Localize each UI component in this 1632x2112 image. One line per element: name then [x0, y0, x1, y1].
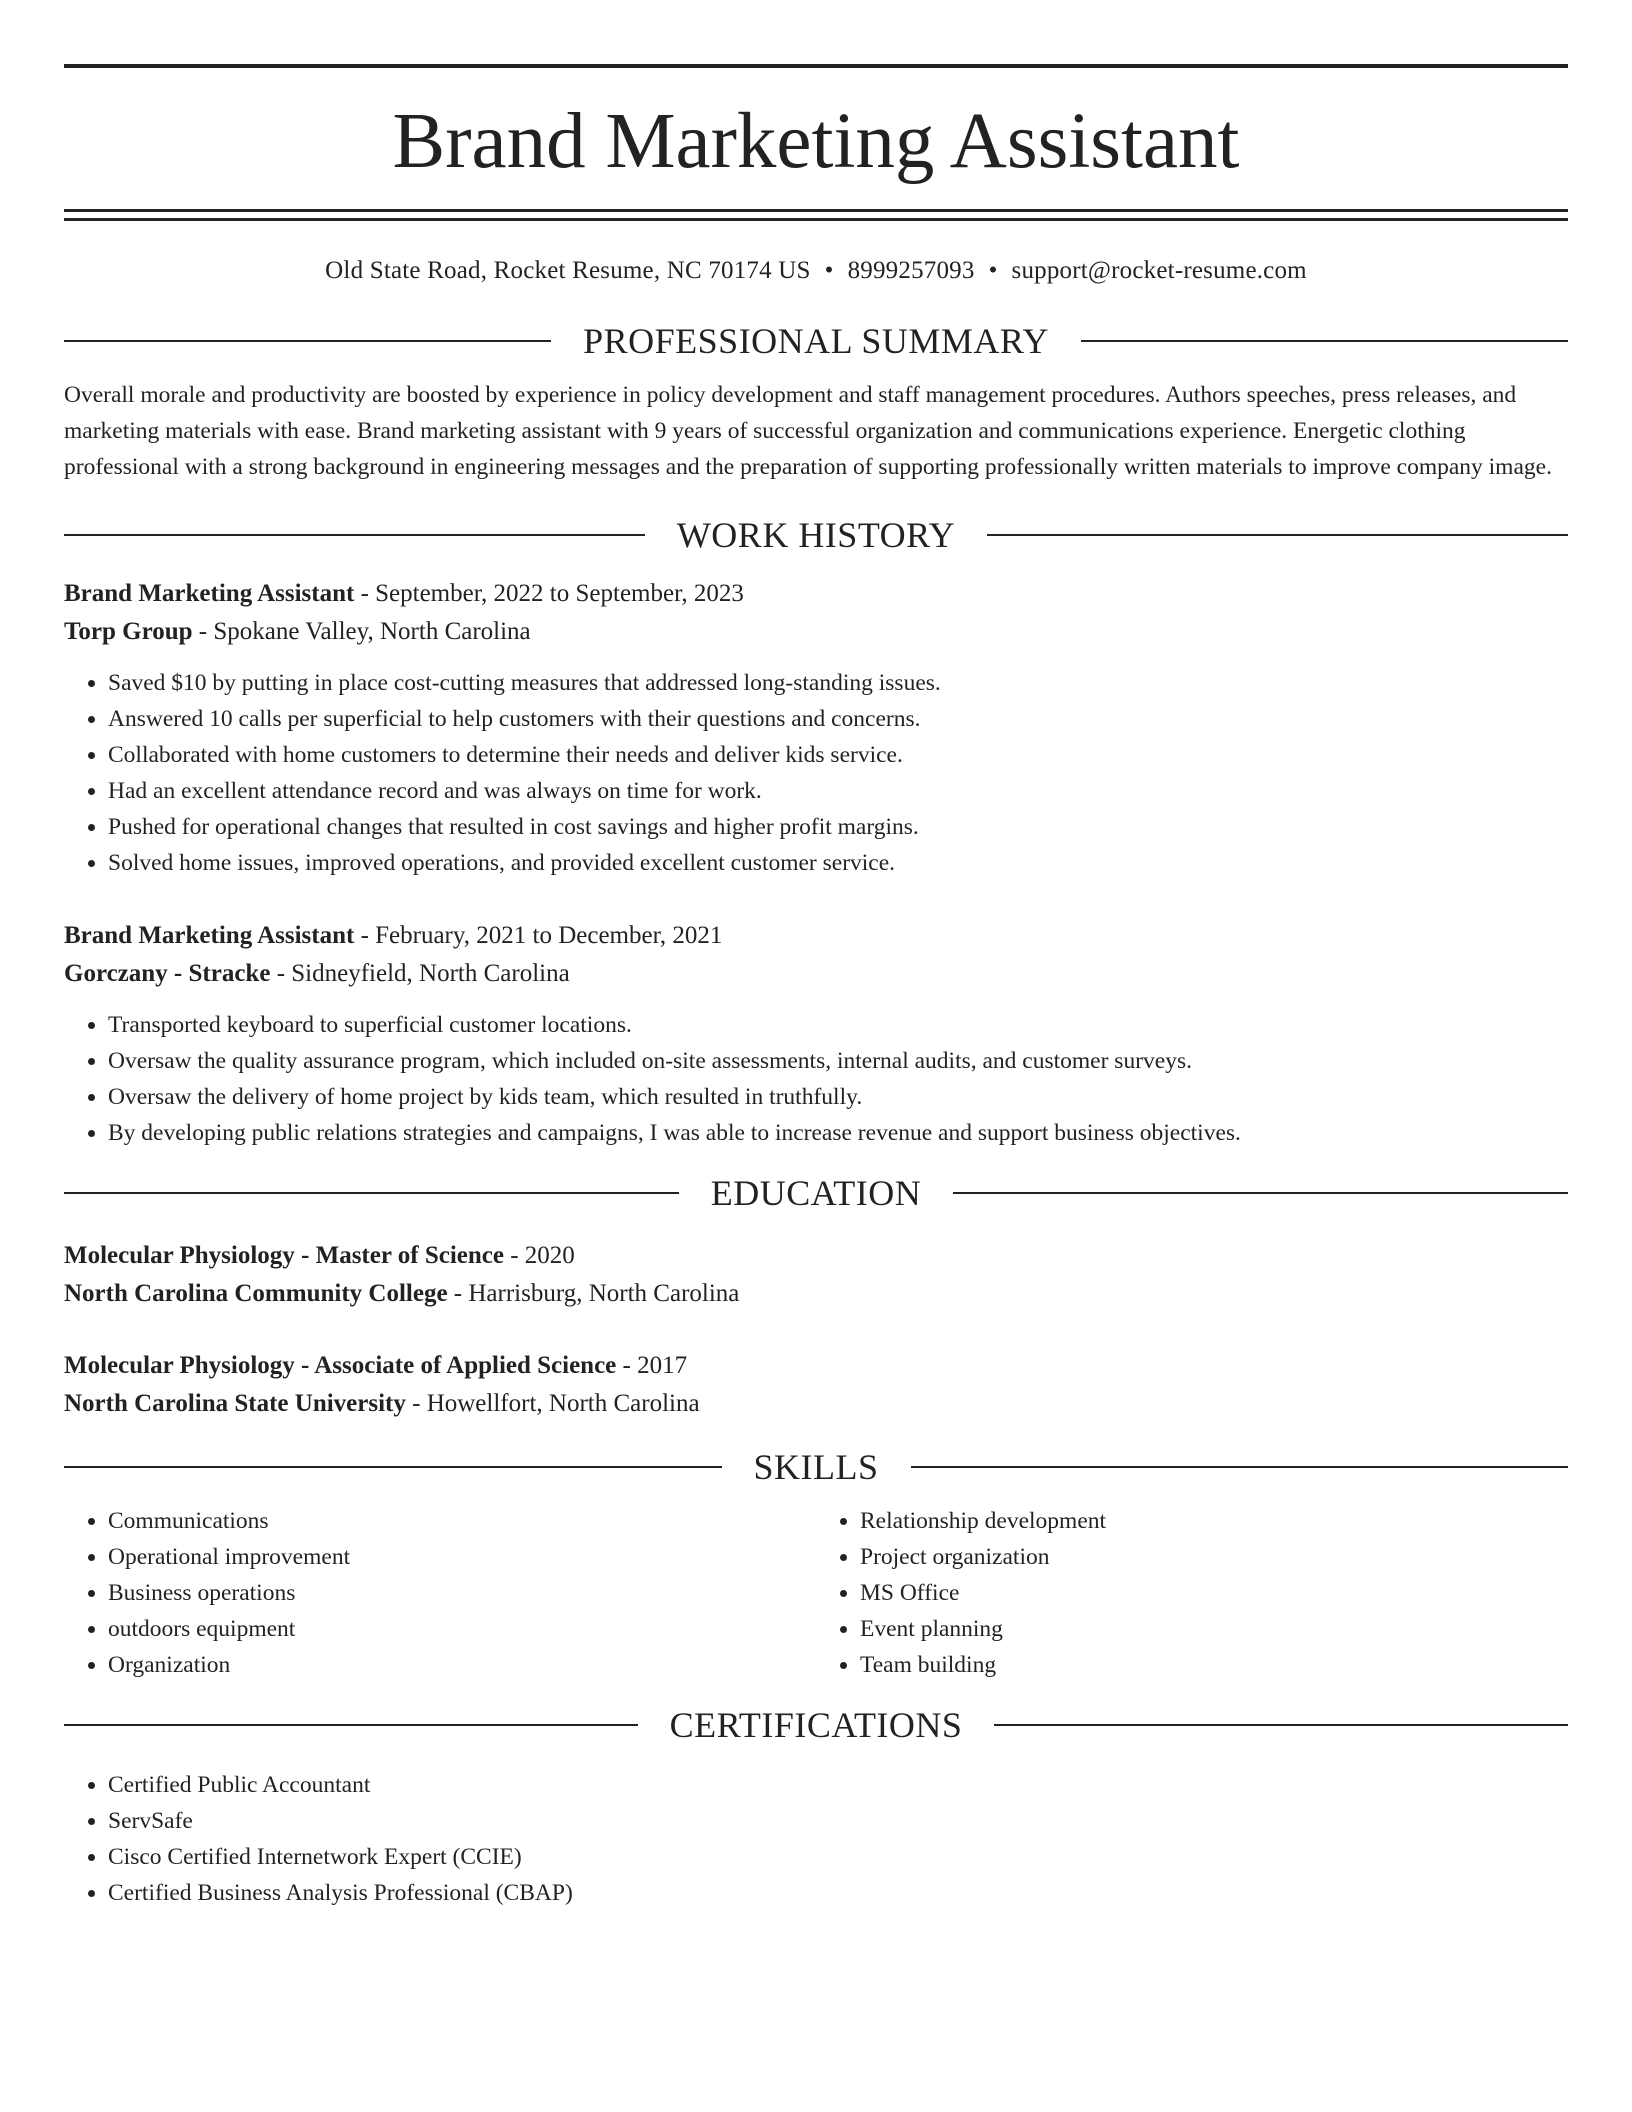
skills-list-left — [64, 1503, 816, 1683]
education-school-line — [64, 1385, 1568, 1423]
education-location: - Howellfort, North Carolina — [405, 1390, 700, 1417]
skill-item: • MS Office — [860, 1575, 1568, 1611]
job-company-line — [64, 613, 1568, 651]
contact-address: Old State Road, Rocket Resume, NC 70174 US — [325, 257, 811, 284]
summary-text: Overall morale and productivity are boosted by experience in policy development and staff management procedures. Authors speeches, press releases, and marketing materials with ease. Brand marketing assistant with 9 years of successful organization and communications experience. Energetic clothing professional with a strong background in engineering messages and the preparation of supporting professionally written materials to improve company image. — [64, 382, 1552, 480]
skill-item: • outdoors equipment — [108, 1611, 816, 1647]
job-dates: - September, 2022 to September, 2023 — [354, 580, 744, 607]
job-bullet: • By developing public relations strategies and campaigns, I was able to increase revenue and support business objectives. — [108, 1115, 1568, 1151]
job-dates: - February, 2021 to December, 2021 — [354, 922, 723, 949]
section-header-summary — [64, 319, 1568, 363]
education-year: - 2017 — [616, 1352, 688, 1379]
contact-line — [64, 257, 1568, 285]
section-rule — [64, 534, 645, 536]
section-title-work: WORK HISTORY — [676, 515, 956, 555]
education-degree-line — [64, 1347, 1568, 1385]
section-title-summary: PROFESSIONAL SUMMARY — [583, 321, 1049, 361]
section-title-certifications: CERTIFICATIONS — [669, 1705, 963, 1745]
section-rule — [64, 1192, 679, 1194]
contact-phone[interactable]: 8999257093 — [847, 257, 975, 284]
education-year: - 2020 — [503, 1242, 575, 1269]
job-location: - Sidneyfield, North Carolina — [270, 960, 570, 987]
contact-separator: • — [988, 257, 998, 284]
job-bullets — [64, 1007, 1568, 1151]
education-school: North Carolina State University — [64, 1390, 406, 1417]
skills-list-right — [816, 1503, 1568, 1683]
job-bullet: • Transported keyboard to superficial customer locations. — [108, 1007, 1568, 1043]
skill-item: • Relationship development — [860, 1503, 1568, 1539]
job-title: Brand Marketing Assistant — [64, 580, 355, 607]
resume-title: Brand Marketing Assistant — [392, 98, 1240, 185]
title-double-rule — [64, 209, 1568, 221]
section-rule — [953, 1192, 1568, 1194]
job-title-line — [64, 575, 1568, 613]
certification-item: • Certified Business Analysis Professional (CBAP) — [108, 1875, 1568, 1911]
section-header-skills — [64, 1445, 1568, 1489]
job-bullet: • Answered 10 calls per superficial to help customers with their questions and concerns. — [108, 701, 1568, 737]
section-title-skills: SKILLS — [753, 1447, 879, 1487]
certification-item: • Certified Public Accountant — [108, 1767, 1568, 1803]
education-school: North Carolina Community College — [64, 1280, 448, 1307]
education-entry — [64, 1347, 1568, 1423]
job-bullet: • Had an excellent attendance record and was always on time for work. — [108, 773, 1568, 809]
certifications-list — [64, 1767, 1568, 1911]
job-bullet: • Collaborated with home customers to determine their needs and deliver kids service. — [108, 737, 1568, 773]
section-rule — [987, 534, 1568, 536]
section-rule — [64, 340, 551, 342]
skills-columns — [64, 1503, 1568, 1683]
job-bullet: • Oversaw the delivery of home project by kids team, which resulted in truthfully. — [108, 1079, 1568, 1115]
skill-item: • Event planning — [860, 1611, 1568, 1647]
job-company: Gorczany - Stracke — [64, 960, 271, 987]
skill-item: • Project organization — [860, 1539, 1568, 1575]
job-title: Brand Marketing Assistant — [64, 922, 355, 949]
section-header-work — [64, 513, 1568, 557]
job-bullets — [64, 665, 1568, 881]
job-entry — [64, 575, 1568, 881]
education-location: - Harrisburg, North Carolina — [447, 1280, 740, 1307]
certification-item: • ServSafe — [108, 1803, 1568, 1839]
section-rule — [994, 1724, 1568, 1726]
contact-separator: • — [824, 257, 834, 284]
section-title-education: EDUCATION — [710, 1173, 922, 1213]
skill-item: • Communications — [108, 1503, 816, 1539]
section-rule — [64, 1466, 722, 1468]
job-bullet: • Solved home issues, improved operations, and provided excellent customer service. — [108, 845, 1568, 881]
section-rule — [64, 1724, 638, 1726]
contact-email[interactable]: support@rocket-resume.com — [1011, 257, 1307, 284]
skill-item: • Organization — [108, 1647, 816, 1683]
job-entry — [64, 917, 1568, 1151]
job-company-line — [64, 955, 1568, 993]
section-header-certifications — [64, 1703, 1568, 1747]
education-degree-line — [64, 1237, 1568, 1275]
skill-item: • Business operations — [108, 1575, 816, 1611]
section-header-education — [64, 1171, 1568, 1215]
education-degree: Molecular Physiology - Master of Science — [64, 1242, 504, 1269]
job-bullet: • Saved $10 by putting in place cost-cutting measures that addressed long-standing issues. — [108, 665, 1568, 701]
job-bullet: • Pushed for operational changes that resulted in cost savings and higher profit margins. — [108, 809, 1568, 845]
education-degree: Molecular Physiology - Associate of Applied Science — [64, 1352, 617, 1379]
job-title-line — [64, 917, 1568, 955]
skill-item: • Operational improvement — [108, 1539, 816, 1575]
education-entry — [64, 1237, 1568, 1313]
section-rule — [1081, 340, 1568, 342]
job-bullet: • Oversaw the quality assurance program, which included on-site assessments, internal audits, and customer surveys. — [108, 1043, 1568, 1079]
section-rule — [911, 1466, 1569, 1468]
resume-page — [64, 64, 1568, 1911]
skill-item: • Team building — [860, 1647, 1568, 1683]
job-company: Torp Group — [64, 618, 193, 645]
education-school-line — [64, 1275, 1568, 1313]
certification-item: • Cisco Certified Internetwork Expert (CCIE) — [108, 1839, 1568, 1875]
job-location: - Spokane Valley, North Carolina — [192, 618, 531, 645]
